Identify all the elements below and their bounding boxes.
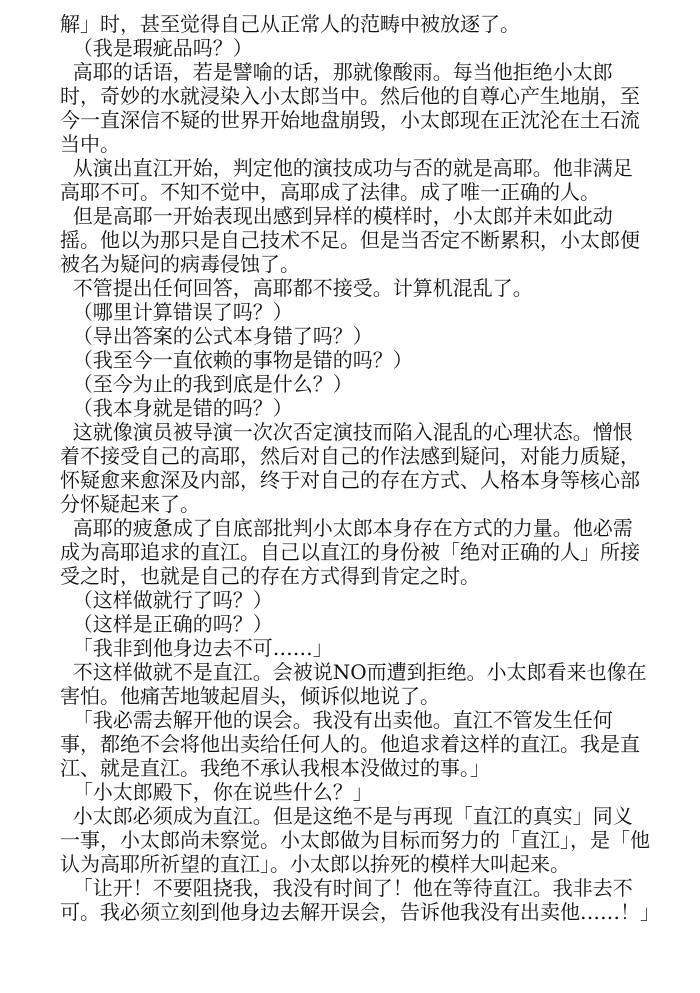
paragraph: 「我必需去解开他的误会。我没有出卖他。直江不管发生任何事，都绝不会将他出卖给任何人的。他追求着这样的直江。我是直江、就是直江。我绝不承认我根本没做过的事。」 — [60, 708, 640, 780]
text-body — [60, 12, 660, 924]
paragraph: 高耶的疲惫成了自底部批判小太郎本身存在方式的力量。他必需成为高耶追求的直江。自己以直江的身份被「绝对正确的人」所接受之时，也就是自己的存在方式得到肯定之时。 — [60, 516, 640, 588]
paragraph: （我是瑕疵品吗？） — [60, 36, 253, 60]
paragraph: 不管提出任何回答，高耶都不接受。计算机混乱了。 — [60, 276, 533, 300]
paragraph: （我至今一直依赖的事物是错的吗？） — [60, 348, 413, 372]
paragraph: 「小太郎殿下，你在说些什么？」 — [60, 780, 373, 804]
paragraph: （至今为止的我到底是什么？） — [60, 372, 353, 396]
paragraph: 从演出直江开始，判定他的演技成功与否的就是高耶。他非满足高耶不可。不知不觉中，高耶成了法律。成了唯一正确的人。 — [60, 156, 633, 204]
paragraph: 「我非到他身边去不可……」 — [60, 636, 333, 660]
paragraph: （我本身就是错的吗？） — [60, 396, 293, 420]
paragraph: （导出答案的公式本身错了吗？） — [60, 324, 373, 348]
paragraph: 但是高耶一开始表现出感到异样的模样时，小太郎并未如此动摇。他以为那只是自己技术不足。但是当否定不断累积，小太郎便被名为疑问的病毒侵蚀了。 — [60, 204, 640, 276]
paragraph: （这样做就行了吗？） — [60, 588, 273, 612]
paragraph: 「让开！不要阻挠我，我没有时间了！他在等待直江。我非去不可。我必须立刻到他身边去解开误会，告诉他我没有出卖他……！」 — [60, 876, 660, 924]
paragraph: （哪里计算错误了吗？） — [60, 300, 293, 324]
paragraph: （这样是正确的吗？） — [60, 612, 273, 636]
paragraph: 这就像演员被导演一次次否定演技而陷入混乱的心理状态。憎恨着不接受自己的高耶，然后对自己的作法感到疑问，对能力质疑，怀疑愈来愈深及内部，终于对自己的存在方式、人格本身等核心部分怀疑起来了。 — [60, 420, 640, 516]
paragraph: 小太郎必须成为直江。但是这绝不是与再现「直江的真实」同义一事，小太郎尚未察觉。小太郎做为目标而努力的「直江」，是「他认为高耶所祈望的直江」。小太郎以拚死的模样大叫起来。 — [60, 804, 650, 876]
paragraph: 高耶的话语，若是譬喻的话，那就像酸雨。每当他拒绝小太郎时，奇妙的水就浸染入小太郎当中。然后他的自尊心产生地崩，至今一直深信不疑的世界开始地盘崩毁，小太郎现在正沈沦在土石流当中。 — [60, 60, 640, 156]
paragraph: 解」时，甚至觉得自己从正常人的范畴中被放逐了。 — [60, 12, 520, 36]
paragraph: 不这样做就不是直江。会被说NO而遭到拒绝。小太郎看来也像在害怕。他痛苦地皱起眉头，倾诉似地说了。 — [60, 660, 647, 708]
